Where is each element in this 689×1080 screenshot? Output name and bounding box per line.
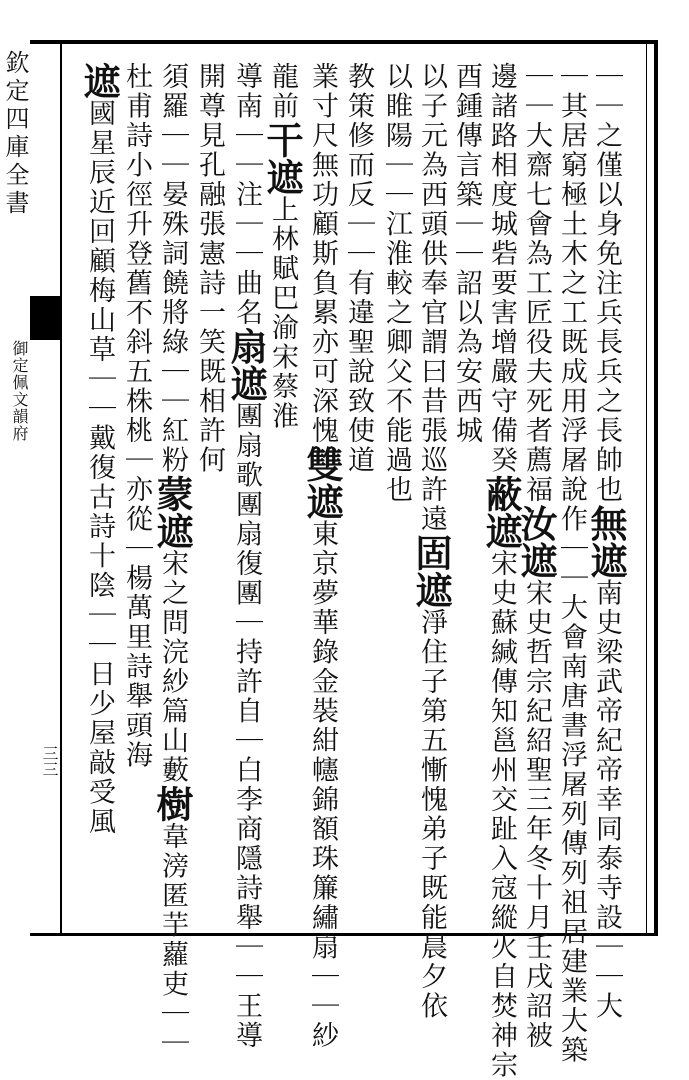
text-column xyxy=(77,62,121,922)
headword: 蔽遮 xyxy=(479,475,523,549)
entry-text: 龍前 xyxy=(267,62,298,121)
entry-text: ｜其居窮極土木之工既成用浮屠說作｜｜大 xyxy=(556,62,587,623)
entry-text: ｜白李商隱詩舉｜｜王導 xyxy=(231,726,262,1051)
entry-text: 東京夢華錄金裝紺幰錦額珠簾繡扇｜｜紗 xyxy=(307,519,338,1051)
text-column xyxy=(554,62,588,1065)
entry-text: 教策修而反｜｜有違聖說致使道 xyxy=(343,62,374,475)
entry-text: 以子元為西頭供奉官謂曰昔張巡許遠 xyxy=(416,62,447,534)
text-column xyxy=(224,62,268,1051)
entry-text: 宋史蘇緘傳知邕州交趾入寇縱火自焚神宗 xyxy=(486,549,517,1080)
entry-text: 須羅｜｜晏殊詞饒將綠｜｜紅粉 xyxy=(157,62,188,475)
headword: 扇遮 xyxy=(224,327,268,402)
entry-text: 南史梁武帝紀帝幸同泰寺設｜｜大 xyxy=(591,578,622,1021)
text-column xyxy=(584,62,628,1021)
headword: 雙遮 xyxy=(300,445,344,520)
headword: 遮 xyxy=(77,62,121,99)
entry-text: 開尊見孔融張憲詩一笑既相許何 xyxy=(194,62,225,475)
top-border xyxy=(30,40,658,44)
entry-text: 杜甫詩小徑升登舊不斜五株桃｜亦從｜楊萬里詩舉頭海 xyxy=(121,62,152,770)
text-column xyxy=(341,62,375,922)
margin-edition: 御定佩文韻府 xyxy=(10,340,29,442)
entry-text: 淨住子第五慚愧弟子既能晨夕依 xyxy=(416,608,447,1021)
text-column xyxy=(379,62,413,922)
entry-text: ｜｜大齋七會為工匠役夫死者薦福 xyxy=(521,62,552,505)
headword: 汝遮 xyxy=(514,504,558,579)
text-column xyxy=(449,62,483,922)
entry-text: 國星辰近回顧梅山草｜｜戴復古詩十陰｜｜日少屋敲受風 xyxy=(84,99,115,837)
text-column xyxy=(479,62,523,1080)
text-column xyxy=(192,62,226,922)
entry-text: 宋史哲宗紀紹聖三年冬十月壬戌詔被 xyxy=(521,578,552,1051)
text-column xyxy=(260,62,304,922)
entry-text: 團扇歌團扇復團｜持許自 xyxy=(231,401,262,726)
text-column xyxy=(119,62,153,922)
page-number: 三三 xyxy=(40,745,59,777)
entry-text: 會南唐書浮屠列傳列祖居建業大築 xyxy=(556,622,587,1065)
entry-text: 業寸尺無功顧斯負累亦可深愧 xyxy=(307,62,338,446)
headword: 蒙遮 xyxy=(150,475,194,549)
right-border-outer xyxy=(654,40,658,936)
text-column xyxy=(300,62,344,1051)
text-column xyxy=(409,62,453,1021)
entry-text: ｜｜之僅以身免注兵長兵之長帥也 xyxy=(591,62,622,505)
entry-text: 上林賦巴渝宋蔡淮 xyxy=(267,195,298,431)
headword: 干遮 xyxy=(260,121,304,195)
margin-title: 欽定四庫全書 xyxy=(1,50,29,218)
fishtail-mark xyxy=(30,296,60,340)
margin-divider xyxy=(60,40,62,936)
right-border-inner xyxy=(646,40,647,936)
entry-text: 宋之問浣紗篇山藪 xyxy=(157,549,188,785)
text-column xyxy=(150,62,194,1058)
entry-text: 邊諸路相度城砦要害增嚴守備癸 xyxy=(486,62,517,475)
text-column xyxy=(514,62,558,1051)
entry-text: 導南｜｜注｜｜曲名 xyxy=(231,62,262,328)
entry-text: 韋滂匿芋蘿吏｜｜ xyxy=(157,822,188,1058)
headword: 固遮 xyxy=(409,534,453,608)
entry-text: 以睢陽｜｜江淮較之卿父不能過也 xyxy=(381,62,412,505)
headword: 無遮 xyxy=(584,504,628,579)
entry-text: 酉鍾傳言築｜｜詔以為安西城 xyxy=(451,62,482,446)
headword: 樹 xyxy=(150,785,194,822)
